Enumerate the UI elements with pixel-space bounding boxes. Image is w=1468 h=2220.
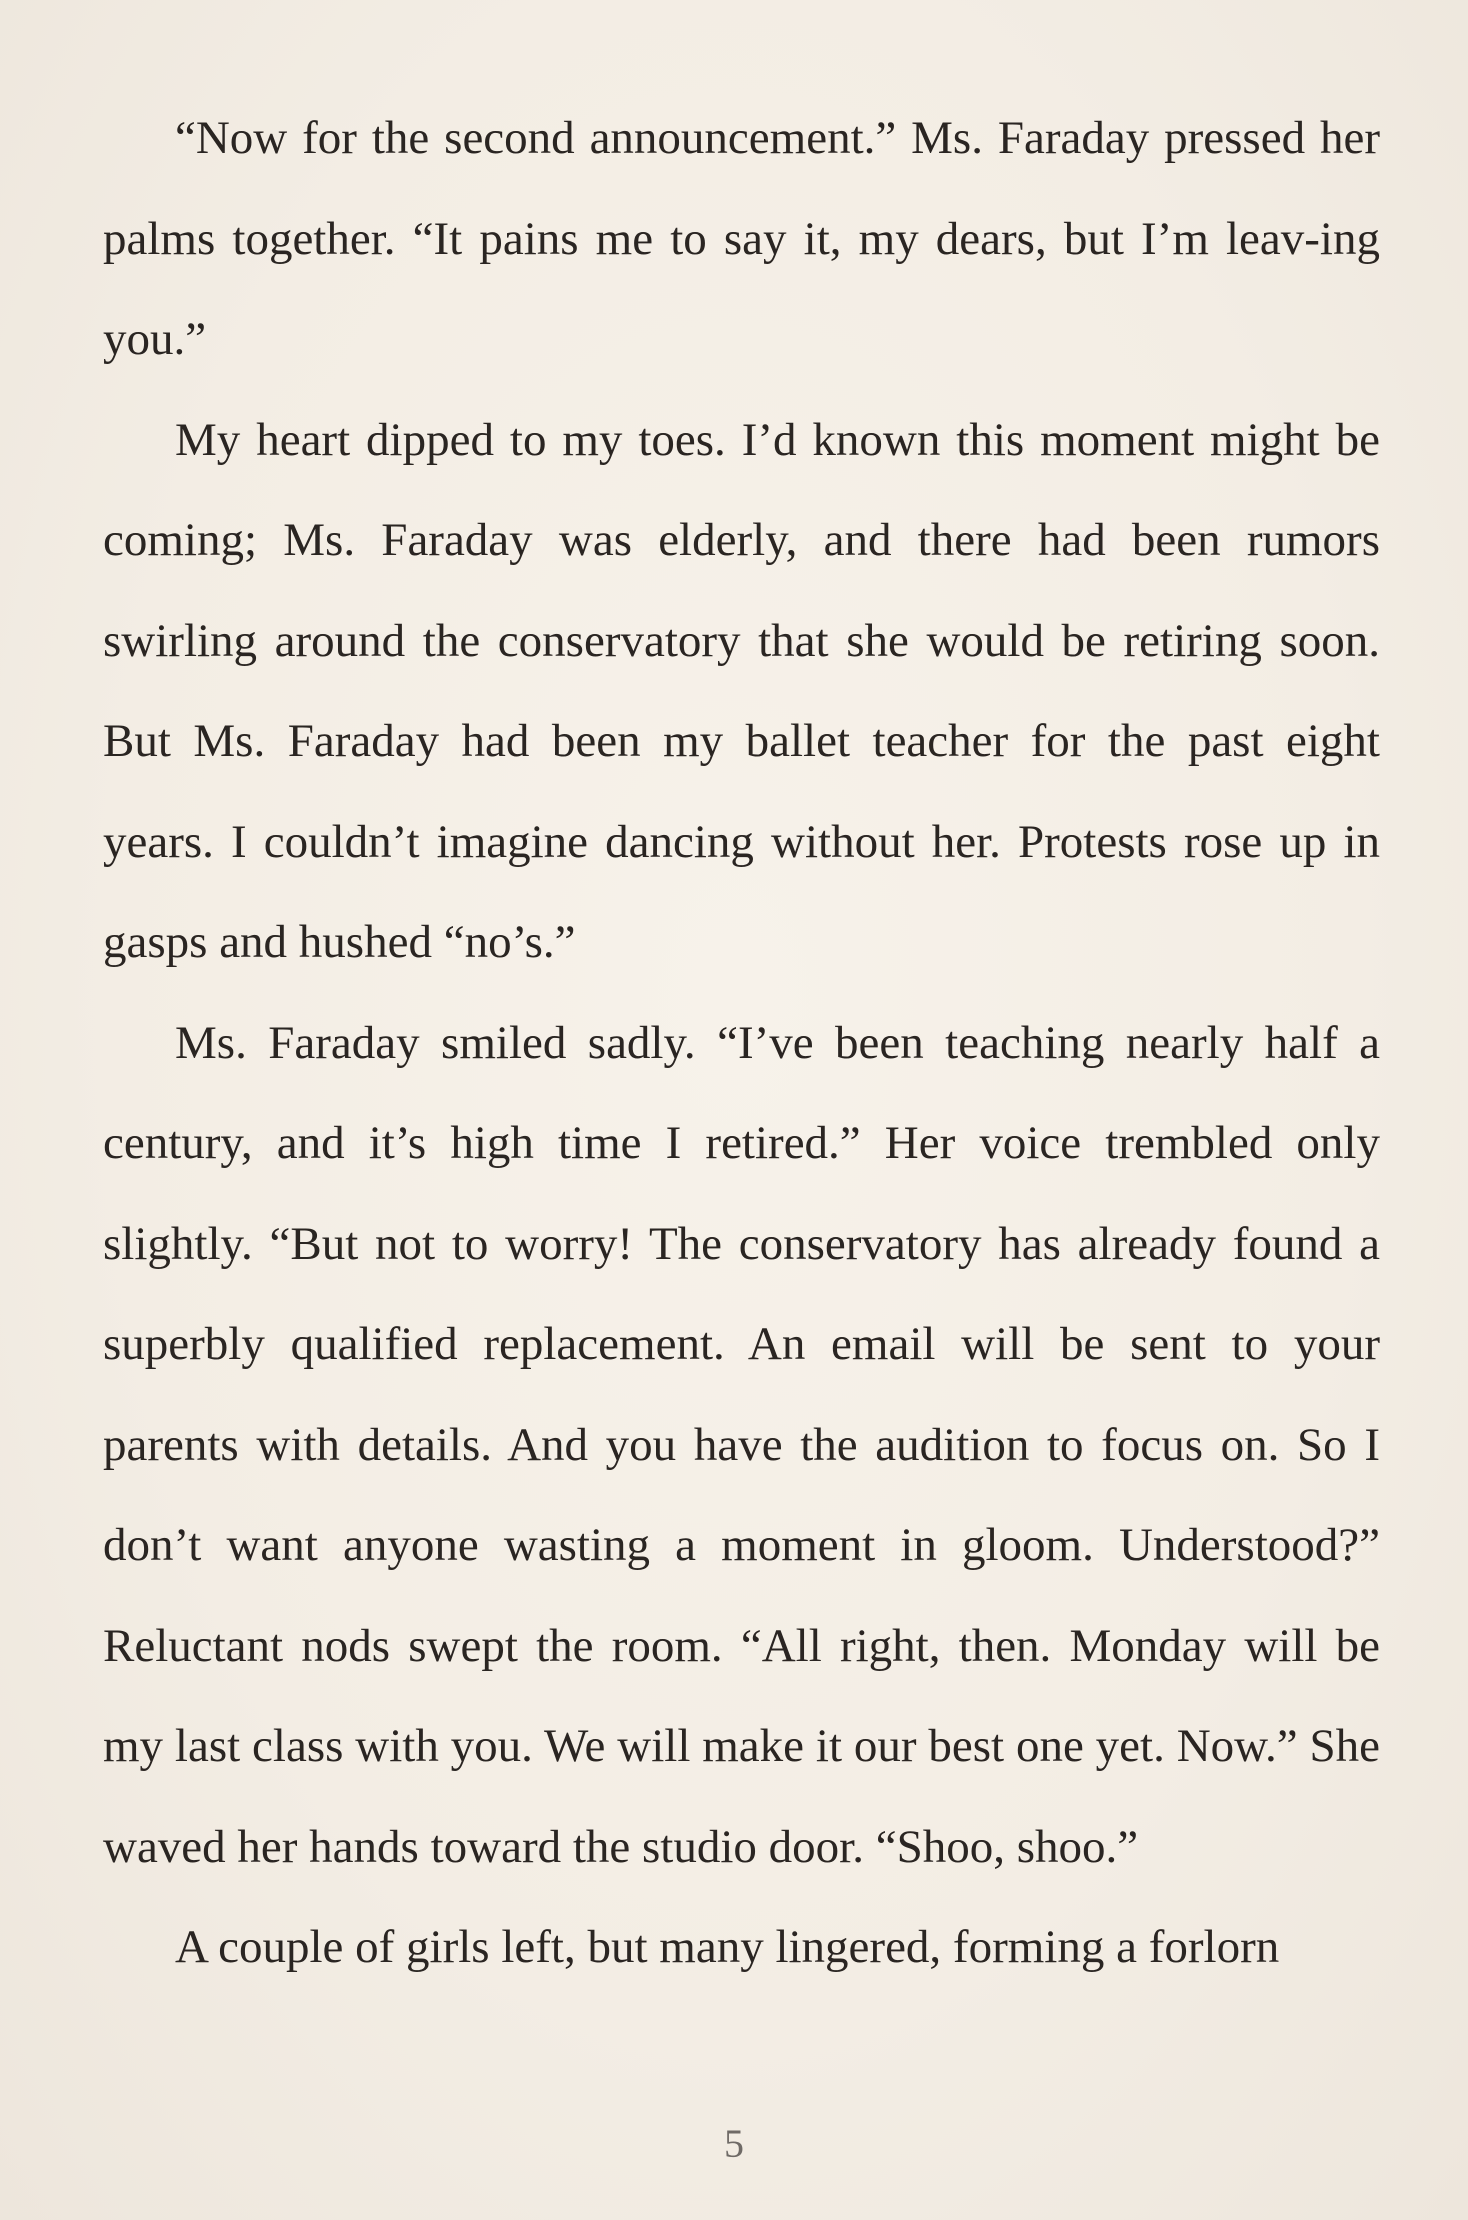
page-number: 5 <box>724 2121 744 2166</box>
paragraph-3: Ms. Faraday smiled sadly. “I’ve been teaching nearly half a century, and it’s high time I retired.” Her voice trembled only slightly. “But not to worry! The conservatory has already found a superbly qualified replacement. An email will be sent to your parents with details. And you have the audition to focus on. So I don’t want anyone wasting a moment in gloom. Understood?” Reluctant nods swept the room. “All right, then. Monday will be my last class with you. We will make it our best one yet. Now.” She waved her hands toward the studio door. “Shoo, shoo.” <box>103 1016 1380 1873</box>
body-text <box>103 88 1380 1998</box>
paragraph-1: “Now for the second announcement.” Ms. Faraday pressed her palms together. “It pains me to say it, my dears, but I’m leav-ing you.” <box>103 112 1380 365</box>
paragraph-4: A couple of girls left, but many lingered, forming a forlorn <box>175 1921 1280 1973</box>
paragraph-2: My heart dipped to my toes. I’d known this moment might be coming; Ms. Faraday was elderly, and there had been rumors swirling around the conservatory that she would be retiring soon. But Ms. Faraday had been my ballet teacher for the past eight years. I couldn’t imagine dancing without her. Protests rose up in gasps and hushed “no’s.” <box>103 413 1380 968</box>
